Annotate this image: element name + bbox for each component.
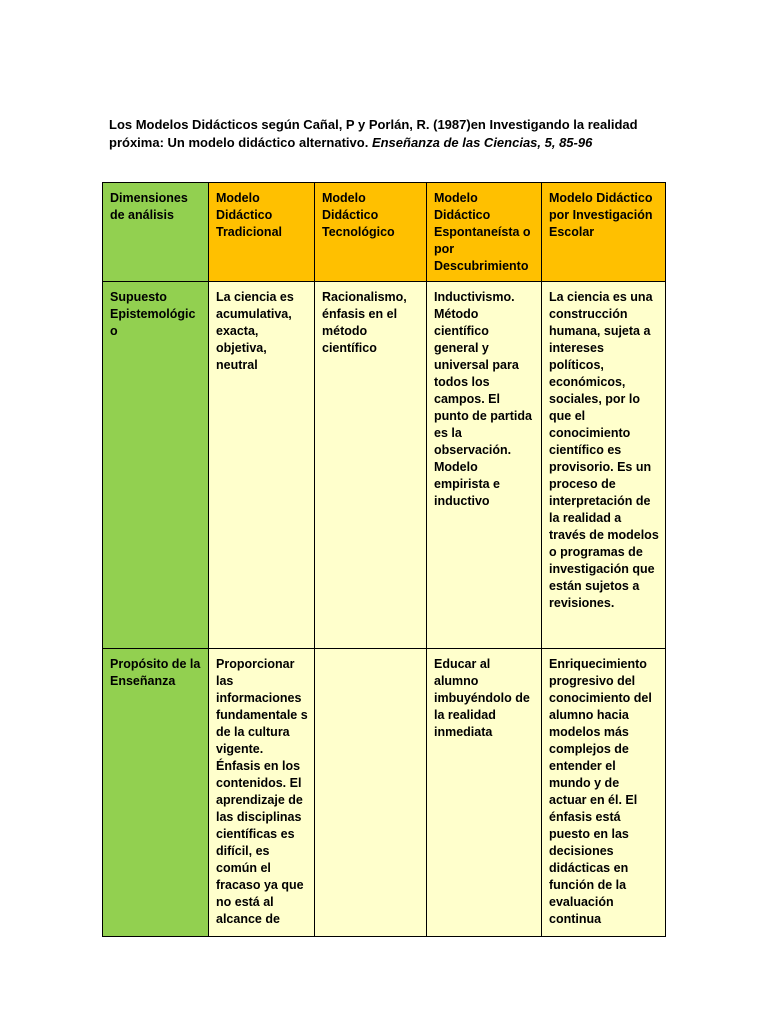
- row-dimension-label: Propósito de la Enseñanza: [103, 649, 209, 937]
- cell-tecnologico: [315, 649, 427, 937]
- document-heading: [109, 116, 669, 151]
- cell-espontaneista: Educar al alumno imbuyéndolo de la realidad inmediata: [427, 649, 542, 937]
- cell-tecnologico: Racionalismo, énfasis en el método científico: [315, 282, 427, 649]
- row-dimension-label: Supuesto Epistemológic o: [103, 282, 209, 649]
- header-espontaneista: Modelo Didáctico Espontaneísta o por Descubrimiento: [427, 183, 542, 282]
- table-row: [103, 282, 666, 649]
- cell-espontaneista: Inductivismo. Método científico general y universal para todos los campos. El punto de partida es la observación. Modelo empirista e inductivo: [427, 282, 542, 649]
- heading-citation: Los Modelos Didácticos según Cañal, P y Porlán, R. (1987)en Investigando la realidad próxima: Un modelo didáctico alternativo.: [109, 117, 638, 150]
- didactic-models-table: [102, 182, 666, 937]
- table-header-row: [103, 183, 666, 282]
- heading-journal: Enseñanza de las Ciencias, 5, 85-96: [371, 134, 593, 150]
- header-tradicional: Modelo Didáctico Tradicional: [209, 183, 315, 282]
- cell-tradicional: La ciencia es acumulativa, exacta, objetiva, neutral: [209, 282, 315, 649]
- header-dimension: Dimensiones de análisis: [103, 183, 209, 282]
- header-tecnologico: Modelo Didáctico Tecnológico: [315, 183, 427, 282]
- cell-investigacion: Enriquecimiento progresivo del conocimiento del alumno hacia modelos más complejos de entender el mundo y de actuar en él. El énfasis está puesto en las decisiones didácticas en función de la evaluación continua: [542, 649, 666, 937]
- header-investigacion: Modelo Didáctico por Investigación Escolar: [542, 183, 666, 282]
- cell-investigacion: La ciencia es una construcción humana, sujeta a intereses políticos, económicos, sociales, por lo que el conocimiento científico es provisorio. Es un proceso de interpretación de la realidad a través de modelos o programas de investigación que están sujetos a revisiones.: [542, 282, 666, 649]
- cell-tradicional: Proporcionar las informaciones fundamentale s de la cultura vigente. Énfasis en los contenidos. El aprendizaje de las disciplinas científicas es difícil, es común el fracaso ya que no está al alcance de: [209, 649, 315, 937]
- table-row: [103, 649, 666, 937]
